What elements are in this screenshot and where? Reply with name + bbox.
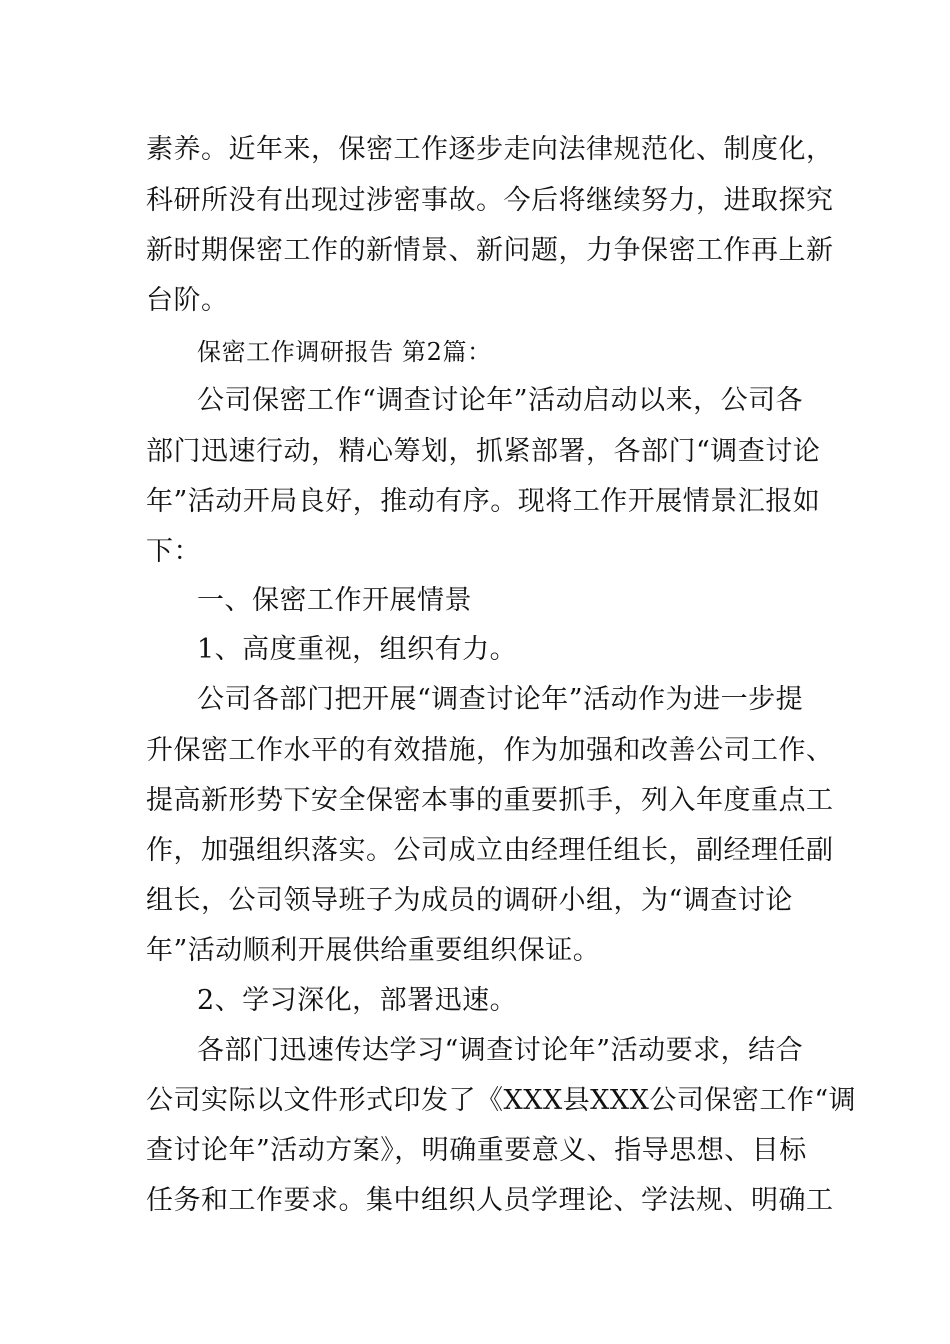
paragraph-line: 部门迅速行动，精心筹划，抓紧部署，各部门“调查讨论: [146, 436, 821, 467]
section-heading: 保密工作调研报告 第2篇：: [197, 338, 492, 366]
paragraph-line: 年”活动顺利开展供给重要组织保证。: [146, 935, 601, 966]
paragraph-line: 素养。近年来，保密工作逐步走向法律规范化、制度化，: [146, 134, 834, 165]
paragraph-line: 组长，公司领导班子为成员的调研小组，为“调查讨论: [146, 885, 793, 916]
paragraph-line: 查讨论年”活动方案》，明确重要意义、指导思想、目标: [146, 1135, 807, 1166]
paragraph-line: 任务和工作要求。集中组织人员学理论、学法规、明确工: [146, 1185, 834, 1216]
paragraph-line: 台阶。: [146, 285, 229, 316]
paragraph-line: 科研所没有出现过涉密事故。今后将继续努力，进取探究: [146, 185, 834, 216]
paragraph-line: 提高新形势下安全保密本事的重要抓手，列入年度重点工: [146, 785, 834, 816]
paragraph-line: 公司各部门把开展“调查讨论年”活动作为进一步提: [197, 684, 804, 715]
paragraph-line: 公司保密工作“调查讨论年”活动启动以来，公司各: [197, 385, 804, 416]
paragraph-line: 下：: [146, 536, 201, 567]
paragraph-line: 新时期保密工作的新情景、新问题，力争保密工作再上新: [146, 235, 834, 266]
numbered-item-heading: 2、学习深化，部署迅速。: [197, 985, 518, 1016]
paragraph-line: 公司实际以文件形式印发了《XXX县XXX公司保密工作“调: [146, 1085, 857, 1116]
numbered-item-heading: 1、高度重视，组织有力。: [197, 634, 518, 665]
subsection-heading: 一、保密工作开展情景: [197, 585, 472, 616]
paragraph-line: 作，加强组织落实。公司成立由经理任组长，副经理任副: [146, 835, 834, 866]
paragraph-line: 年”活动开局良好，推动有序。现将工作开展情景汇报如: [146, 486, 821, 517]
paragraph-line: 各部门迅速传达学习“调查讨论年”活动要求，结合: [197, 1035, 804, 1066]
paragraph-line: 升保密工作水平的有效措施，作为加强和改善公司工作、: [146, 735, 834, 766]
